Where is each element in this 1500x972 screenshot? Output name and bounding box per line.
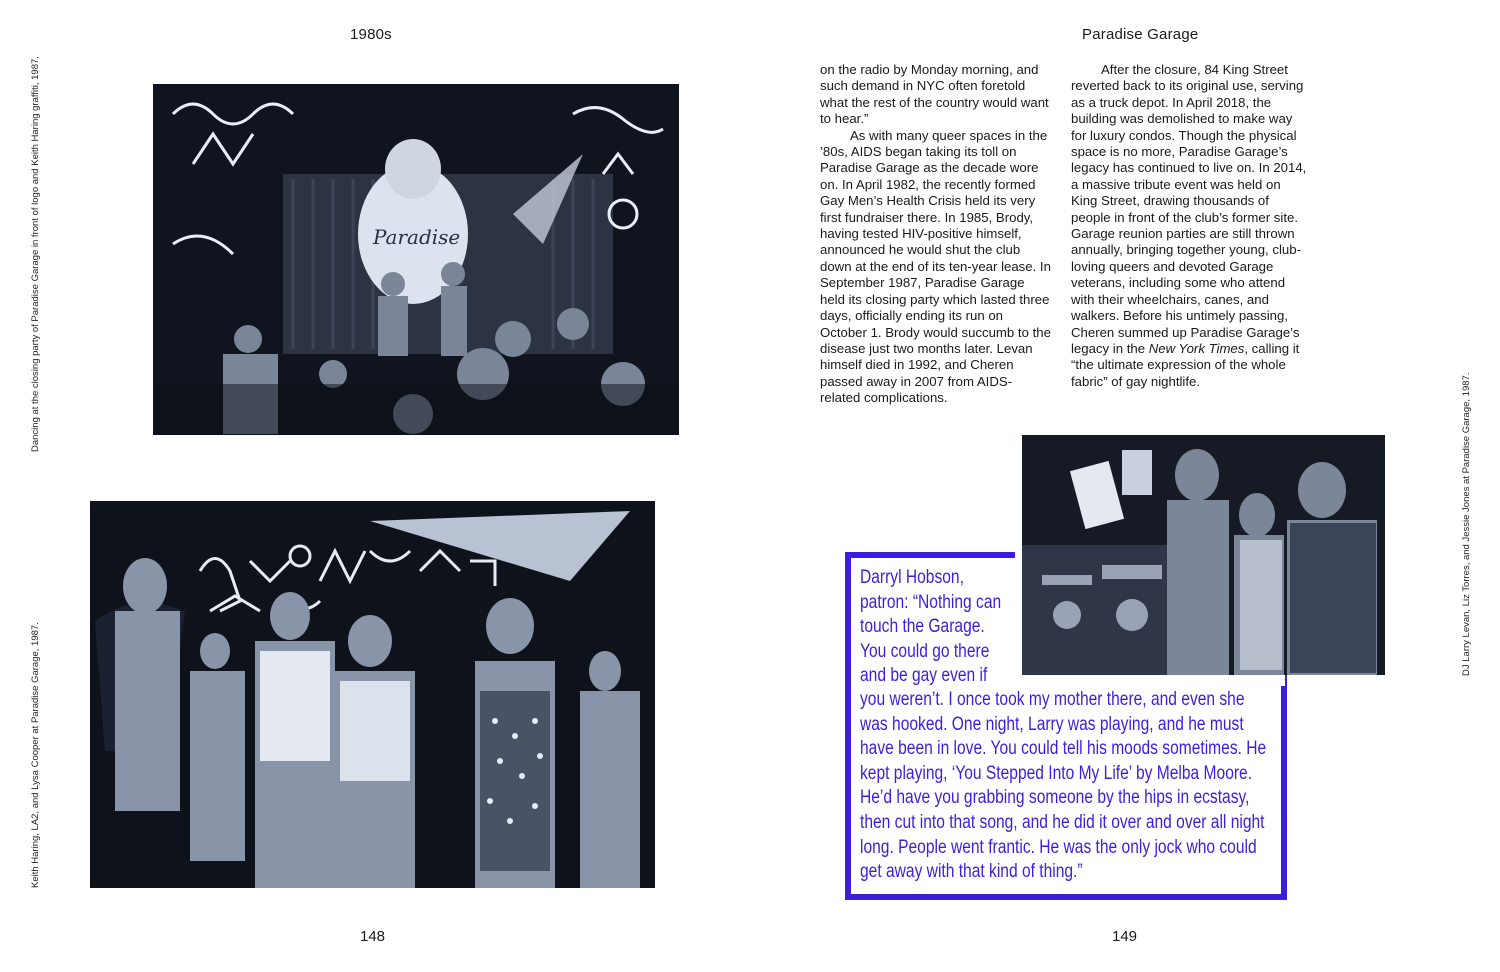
pull-quote-line: kept playing, ‘You Stepped Into My Life’ by Melba Moore. <box>860 762 1253 784</box>
svg-text:Paradise: Paradise <box>373 225 461 249</box>
running-head-left: 1980s <box>350 26 392 43</box>
photo-caption-bottom: Keith Haring, LA2, and Lysa Cooper at Paradise Garage, 1987. <box>30 622 41 888</box>
photo-closing-party <box>153 84 679 435</box>
running-head-right: Paradise Garage <box>1082 26 1199 43</box>
photo-caption-top: Dancing at the closing party of Paradise Garage in front of logo and Keith Haring graffiti, 1987. <box>30 56 41 452</box>
body-text: , calling it “the ultimate expression of the whole fabric” of gay nightlife. <box>1071 340 1300 389</box>
pull-quote-line: then cut into that song, and he did it over and over all night <box>860 811 1265 833</box>
photo-closing-party-graphic <box>153 84 679 435</box>
photo-keith-haring <box>90 501 655 888</box>
pull-quote-line: long. People went frantic. He was the only jock who could <box>860 836 1257 858</box>
pull-quote-line: Darryl Hobson, <box>860 567 964 588</box>
body-text-italic: New York Times <box>1148 340 1245 356</box>
photo-dj-booth-graphic <box>1022 435 1385 675</box>
body-paragraph: As with many queer spaces in the ’80s, AIDS began taking its toll on Paradise Garage as the decade wore on. In April 1982, the recently formed Gay Men’s Health Crisis held its very first fundraiser there. In 1985, Brody, having tested HIV-positive himself, announced he would shut the club down at the end of its ten-year lease. In September 1987, Paradise Garage held its closing party which lasted three days, officially ending its run on October 1. Brody would succumb to the disease just two months later. Levan himself died in 1992, and Cheren passed away in 2007 from AIDS-related complications. <box>820 127 1051 406</box>
pull-quote-line: have been in love. You could tell his moods sometimes. He <box>860 738 1267 760</box>
body-column-1 <box>820 62 1052 407</box>
pull-quote-line: and be gay even if <box>860 665 988 687</box>
body-column-2 <box>1071 62 1307 390</box>
pull-quote-line: You could go there <box>860 640 990 662</box>
pull-quote-line: touch the Garage. <box>860 616 985 638</box>
folio-left: 148 <box>360 928 386 945</box>
pull-quote-line: He’d have you grabbing someone by the hips in ecstasy, <box>860 787 1250 809</box>
pull-quote-short <box>860 566 1001 689</box>
photo-dj-booth <box>1022 435 1385 675</box>
pull-quote-long <box>860 688 1266 885</box>
pull-quote-line: was hooked. One night, Larry was playing, and he must <box>860 713 1244 735</box>
body-text: After the closure, 84 King Street reverted back to its original use, serving as a truck depot. In April 2018, the building was demolished to make way for luxury condos. Though the physical space is no more, Paradise Garage’s legacy has continued to live on. In 2014, a massive tribute event was held on King Street, drawing thousands of people in front of the club’s former site. Garage reunion parties are still thrown annually, bringing together young, club-loving queers and devoted Garage veterans, including some who attend with their wheelchairs, canes, and walkers. Before his untimely passing, Cheren summed up Paradise Garage’s legacy in the <box>1071 62 1307 356</box>
photo-keith-haring-graphic <box>90 501 655 888</box>
pull-quote-line: get away with that kind of thing.” <box>860 861 1083 883</box>
folio-right: 149 <box>1112 928 1138 945</box>
photo-caption-right: DJ Larry Levan, Liz Torres, and Jessie Jones at Paradise Garage, 1987. <box>1461 372 1472 676</box>
pull-quote-line: you weren’t. I once took my mother there, and even she <box>860 689 1245 710</box>
body-paragraph: on the radio by Monday morning, and such demand in NYC often foretold what the rest of the country would want to hear.” <box>820 62 1049 127</box>
pull-quote-line: patron: “Nothing can <box>860 591 1002 613</box>
body-paragraph <box>1071 62 1307 390</box>
